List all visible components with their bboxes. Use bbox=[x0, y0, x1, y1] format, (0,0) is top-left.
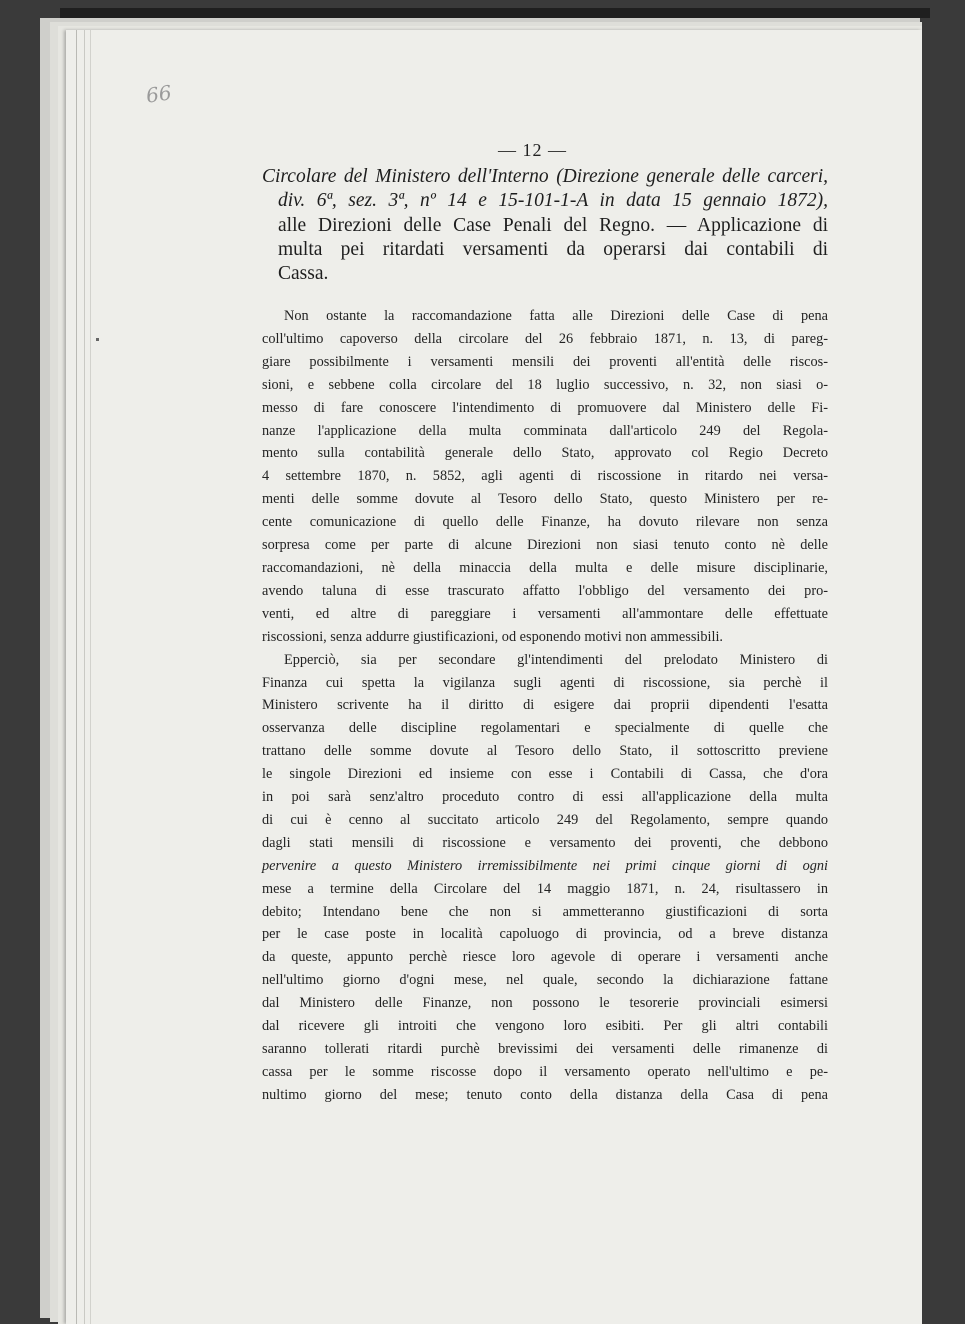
title-line: multa pei ritardati versamenti da operarsi dai contabili di bbox=[278, 238, 828, 260]
text-line: Finanza cui spetta la vigilanza sugli agenti di riscossione, sia perchè il bbox=[262, 674, 828, 691]
text-line: dal ricevere gli introiti che vengono loro esibiti. Per gli altri contabili bbox=[262, 1018, 828, 1035]
scan-border bbox=[60, 8, 930, 18]
text-line: dagli stati mensili di riscossione e versamento dei proventi, che debbono bbox=[262, 834, 828, 851]
margin-dot bbox=[96, 338, 99, 341]
circular-title bbox=[262, 165, 828, 286]
text-line: messo di fare conoscere l'intendimento di promuovere dal Ministero delle Fi- bbox=[262, 399, 828, 416]
text-line: raccomandazioni, nè della minaccia della multa e delle misure disciplinarie, bbox=[262, 559, 828, 576]
text-line: cassa per le somme riscosse dopo il versamento operato nell'ultimo e pe- bbox=[262, 1063, 828, 1080]
text-line: pervenire a questo Ministero irremissibilmente nei primi cinque giorni di ogni bbox=[262, 857, 828, 874]
text-line: Non ostante la raccomandazione fatta alle Direzioni delle Case di pena bbox=[284, 308, 828, 324]
text-line: 4 settembre 1870, n. 5852, agli agenti di riscossione in ritardo nei versa- bbox=[262, 468, 828, 485]
text-line: le singole Direzioni ed insieme con esse i Contabili di Cassa, che d'ora bbox=[262, 766, 828, 783]
page-number: — 12 — bbox=[498, 140, 567, 160]
body-text bbox=[262, 305, 828, 1107]
text-line: Ministero scrivente ha il diritto di esigere dai proprii dipendenti l'esatta bbox=[262, 697, 828, 714]
text-line: per le case poste in località capoluogo di provincia, od a breve distanza bbox=[262, 926, 828, 943]
page-edge-line bbox=[90, 30, 91, 1324]
margin-annotation: 66 bbox=[144, 80, 173, 108]
text-line: debito; Intendano bene che non si ammetteranno giustificazioni di sorta bbox=[262, 903, 828, 920]
title-line: div. 6ª, sez. 3ª, nº 14 e 15-101-1-A in data 15 gennaio 1872), bbox=[278, 190, 828, 212]
text-line: mento sulla contabilità generale dello Stato, approvato col Regio Decreto bbox=[262, 445, 828, 462]
page-edge-line bbox=[84, 30, 85, 1324]
text-line: sorpresa come per parte di alcune Direzioni non siasi tenuto conto nè delle bbox=[262, 537, 828, 554]
text-line: nultimo giorno del mese; tenuto conto della distanza della Casa di pena bbox=[262, 1086, 828, 1103]
text-line: venti, ed altre di pareggiare i versamenti all'ammontare delle effettuate bbox=[262, 605, 828, 622]
text-line: mese a termine della Circolare del 14 maggio 1871, n. 24, risultassero in bbox=[262, 880, 828, 897]
title-line: alle Direzioni delle Case Penali del Regno. — Applicazione di bbox=[278, 214, 828, 236]
text-line: osservanza delle discipline regolamentari e specialmente di quelle che bbox=[262, 720, 828, 737]
title-line: Cassa. bbox=[278, 263, 329, 285]
text-line: coll'ultimo capoverso della circolare del 26 febbraio 1871, n. 13, di pareg- bbox=[262, 330, 828, 347]
page-edge-line bbox=[76, 30, 77, 1324]
title-line: Circolare del Ministero dell'Interno (Direzione generale delle carceri, bbox=[262, 166, 828, 187]
text-line: in poi sarà senz'altro proceduto contro di essi all'applicazione della multa bbox=[262, 789, 828, 806]
text-line: sioni, e sebbene colla circolare del 18 luglio successivo, n. 32, non siasi o- bbox=[262, 376, 828, 393]
text-line: menti delle somme dovute al Tesoro dello Stato, questo Ministero per re- bbox=[262, 491, 828, 508]
text-line: da queste, appunto perchè riesce loro agevole di operare i versamenti anche bbox=[262, 949, 828, 966]
text-line: nell'ultimo giorno d'ogni mese, nel quale, secondo la dichiarazione fattane bbox=[262, 972, 828, 989]
text-line: riscossioni, senza addurre giustificazioni, od esponendo motivi non ammessibili. bbox=[262, 628, 723, 645]
text-line: dal Ministero delle Finanze, non possono le tesorerie provinciali esimersi bbox=[262, 995, 828, 1012]
text-line: nanze l'applicazione della multa comminata dall'articolo 249 del Regola- bbox=[262, 422, 828, 439]
text-line: saranno tollerati ritardi purchè brevissimi dei versamenti delle rimanenze di bbox=[262, 1041, 828, 1057]
text-line: di cui è cenno al succitato articolo 249 del Regolamento, sempre quando bbox=[262, 811, 828, 828]
text-line: giare possibilmente i versamenti mensili dei proventi all'entità delle riscos- bbox=[262, 353, 828, 370]
text-line: avendo taluna di esse trascurato affatto l'obbligo del versamento dei pro- bbox=[262, 582, 828, 599]
text-line: cente comunicazione di quello delle Finanze, ha dovuto rilevare non senza bbox=[262, 514, 828, 531]
text-line: trattano delle somme dovute al Tesoro dello Stato, il sottoscritto previene bbox=[262, 743, 828, 760]
text-line: Epperciò, sia per secondare gl'intendimenti del prelodato Ministero di bbox=[284, 651, 828, 668]
